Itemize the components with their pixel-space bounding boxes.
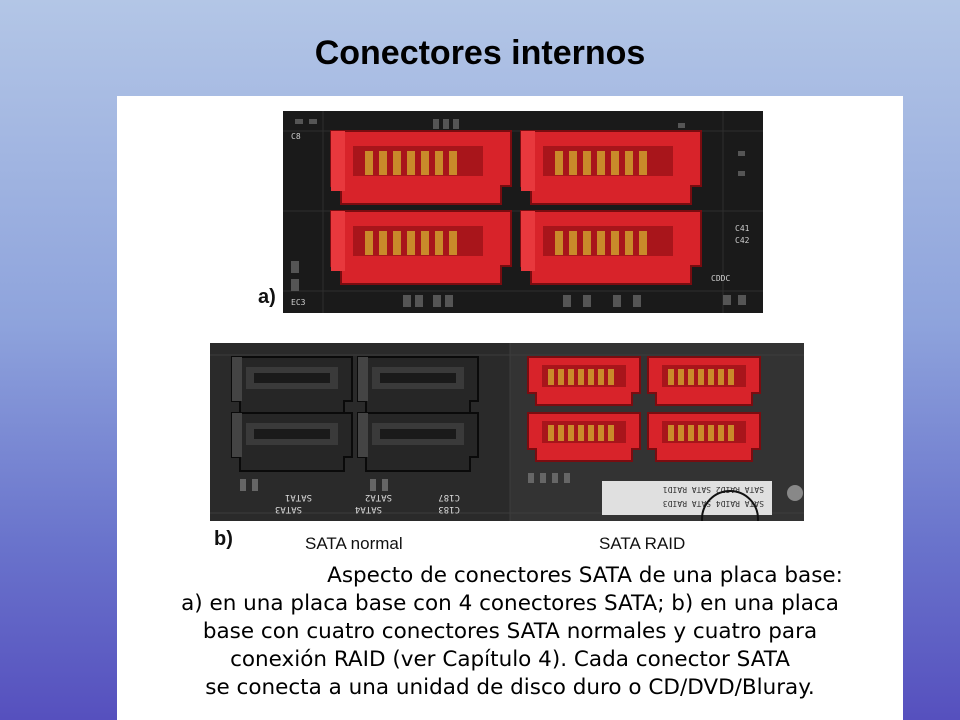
- sata-connector-black: [232, 357, 352, 415]
- board-label: C8: [291, 132, 301, 141]
- svg-text:C187: C187: [438, 492, 460, 502]
- svg-text:SATA4: SATA4: [354, 504, 382, 514]
- svg-text:SATA2: SATA2: [364, 492, 392, 502]
- svg-text:CDDC: CDDC: [711, 274, 731, 283]
- svg-text:SATA1: SATA1: [284, 492, 312, 502]
- slide-title: Conectores internos: [314, 34, 646, 72]
- photo-sata-connectors-a: [283, 111, 763, 313]
- caption-sata-normal: SATA normal: [305, 534, 403, 553]
- svg-text:C42: C42: [735, 236, 750, 245]
- svg-text:SATA RAID2 SATA RAID1: SATA RAID2 SATA RAID1: [662, 485, 764, 494]
- figure-label-a: a): [258, 286, 276, 308]
- caption-line: se conecta a una unidad de disco duro o CD/DVD/Bluray.: [205, 675, 815, 700]
- svg-text:SATA3: SATA3: [274, 504, 302, 514]
- sata-connector-red: [331, 131, 511, 204]
- svg-text:C41: C41: [735, 224, 750, 233]
- content-panel: [117, 96, 903, 720]
- svg-text:C183: C183: [438, 504, 460, 514]
- sata-raid-connector-red: [528, 357, 640, 405]
- figure-caption: [117, 562, 903, 702]
- caption-line: conexión RAID (ver Capítulo 4). Cada conector SATA: [230, 647, 790, 672]
- photo-b-illustration: [210, 343, 804, 521]
- svg-text:SATA RAID4 SATA RAID3: SATA RAID4 SATA RAID3: [662, 499, 764, 508]
- figure-label-b: b): [214, 528, 233, 550]
- caption-line: Aspecto de conectores SATA de una placa base:: [327, 563, 843, 588]
- caption-line: base con cuatro conectores SATA normales y cuatro para: [202, 619, 818, 644]
- caption-line: a) en una placa base con 4 conectores SATA; b) en una placa: [181, 591, 839, 616]
- photo-a-illustration: [283, 111, 763, 313]
- photo-sata-connectors-b: [210, 343, 804, 521]
- svg-text:EC3: EC3: [291, 298, 306, 307]
- caption-sata-raid: SATA RAID: [599, 534, 686, 553]
